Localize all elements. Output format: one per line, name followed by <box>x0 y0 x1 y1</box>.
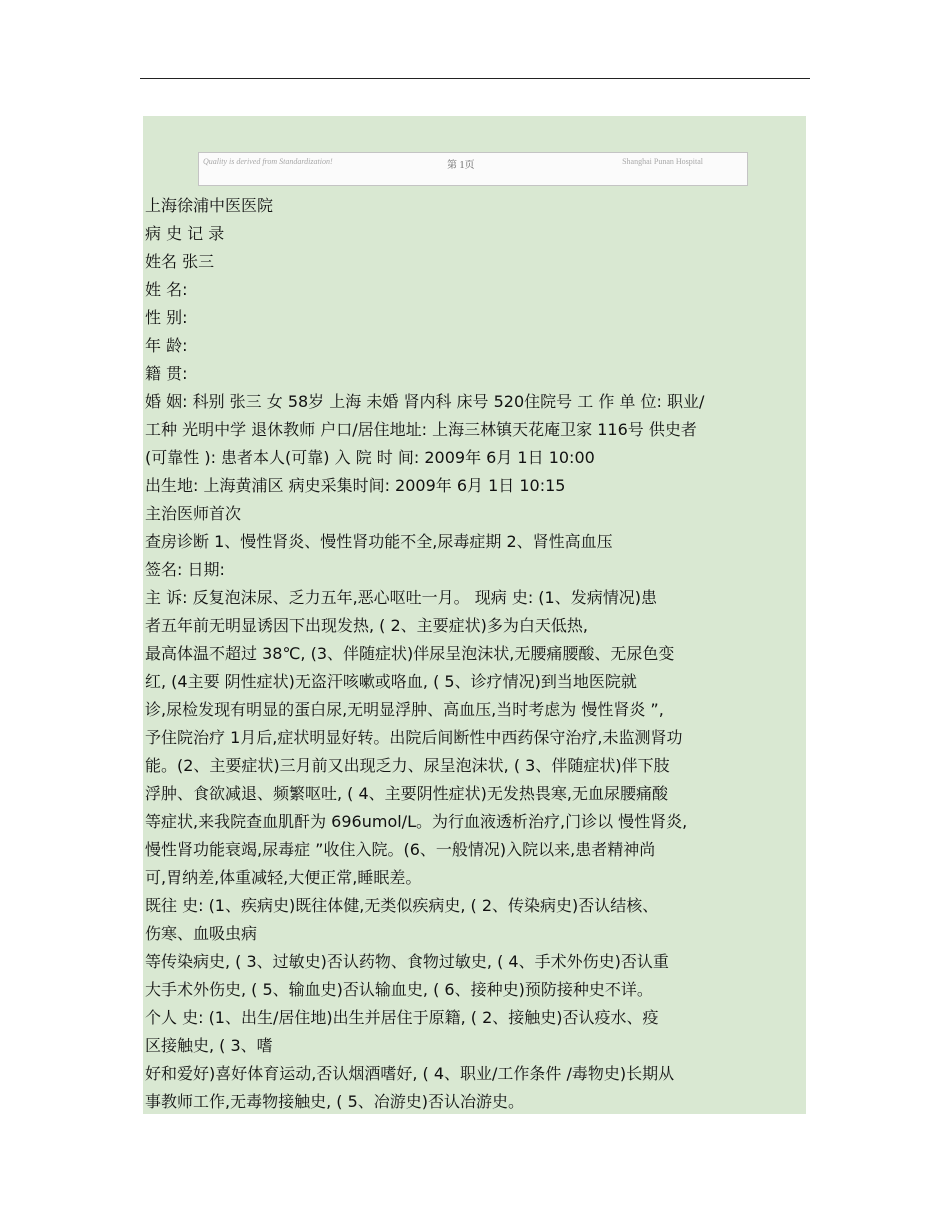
header-banner <box>198 152 748 186</box>
text-line: 病 史 记 录 <box>145 224 225 243</box>
text-line: 既往 史: (1、疾病史)既往体健,无类似疾病史, ( 2、传染病史)否认结核、 <box>145 896 659 915</box>
text-line: 主 诉: 反复泡沫尿、乏力五年,恶心呕吐一月。 现病 史: (1、发病情况)患 <box>145 588 657 607</box>
text-line: 慢性肾功能衰竭,尿毒症 ”收住入院。(6、一般情况)入院以来,患者精神尚 <box>145 840 656 859</box>
text-line: 大手术外伤史, ( 5、输血史)否认输血史, ( 6、接种史)预防接种史不详。 <box>145 980 653 999</box>
medical-record-text <box>145 192 805 1114</box>
text-line: 姓 名: <box>145 280 188 299</box>
text-line: 姓名 张三 <box>145 252 215 271</box>
document-panel <box>143 116 806 1114</box>
text-line: 签名: 日期: <box>145 560 225 579</box>
text-line: 予住院治疗 1月后,症状明显好转。出院后间断性中西药保守治疗,未监测肾功 <box>145 728 683 747</box>
text-line: 年 龄: <box>145 336 188 355</box>
text-line: 出生地: 上海黄浦区 病史采集时间: 2009年 6月 1日 10:15 <box>145 476 566 495</box>
text-line: 性 别: <box>145 308 188 327</box>
text-line: 能。(2、主要症状)三月前又出现乏力、尿呈泡沫状, ( 3、伴随症状)伴下肢 <box>145 756 670 775</box>
text-line: 婚 姻: 科别 张三 女 58岁 上海 未婚 肾内科 床号 520住院号 工 作 单 位: 职业/ <box>145 392 705 411</box>
text-line: 最高体温不超过 38℃, (3、伴随症状)伴尿呈泡沫状,无腰痛腰酸、无尿色变 <box>145 644 675 663</box>
banner-page-number: 第 1页 <box>447 160 475 171</box>
text-line: 者五年前无明显诱因下出现发热, ( 2、主要症状)多为白天低热, <box>145 616 589 635</box>
text-line: 伤寒、血吸虫病 <box>145 924 258 943</box>
text-line: 主治医师首次 <box>145 504 242 523</box>
text-line: 区接触史, ( 3、嗜 <box>145 1036 273 1055</box>
text-line: 籍 贯: <box>145 364 188 383</box>
banner-motto: Quality is derived from Standardization! <box>203 157 333 166</box>
text-line: 上海徐浦中医医院 <box>145 196 274 215</box>
text-line: 浮肿、食欲减退、频繁呕吐, ( 4、主要阴性症状)无发热畏寒,无血尿腰痛酸 <box>145 784 669 803</box>
banner-hospital-name: Shanghai Punan Hospital <box>622 157 703 166</box>
text-line: 好和爱好)喜好体育运动,否认烟酒嗜好, ( 4、职业/工作条件 /毒物史)长期从 <box>145 1064 675 1083</box>
text-line: 可,胃纳差,体重减轻,大便正常,睡眠差。 <box>145 868 422 887</box>
text-line: (可靠性 ): 患者本人(可靠) 入 院 时 间: 2009年 6月 1日 10:00 <box>145 448 595 467</box>
text-line: 等症状,来我院查血肌酐为 696umol/L。为行血液透析治疗,门诊以 慢性肾炎, <box>145 812 688 831</box>
text-line: 个人 史: (1、出生/居住地)出生并居住于原籍, ( 2、接触史)否认疫水、疫 <box>145 1008 659 1027</box>
text-line: 工种 光明中学 退休教师 户口/居住地址: 上海三林镇天花庵卫家 116号 供史者 <box>145 420 697 439</box>
text-line: 等传染病史, ( 3、过敏史)否认药物、食物过敏史, ( 4、手术外伤史)否认重 <box>145 952 669 971</box>
text-line: 查房诊断 1、慢性肾炎、慢性肾功能不全,尿毒症期 2、肾性高血压 <box>145 532 613 551</box>
top-rule <box>140 78 810 79</box>
text-line: 事教师工作,无毒物接触史, ( 5、冶游史)否认冶游史。 <box>145 1092 525 1111</box>
text-line: 诊,尿检发现有明显的蛋白尿,无明显浮肿、高血压,当时考虑为 慢性肾炎 ”, <box>145 700 664 719</box>
text-line: 红, (4主要 阴性症状)无盗汗咳嗽或咯血, ( 5、诊疗情况)到当地医院就 <box>145 672 637 691</box>
